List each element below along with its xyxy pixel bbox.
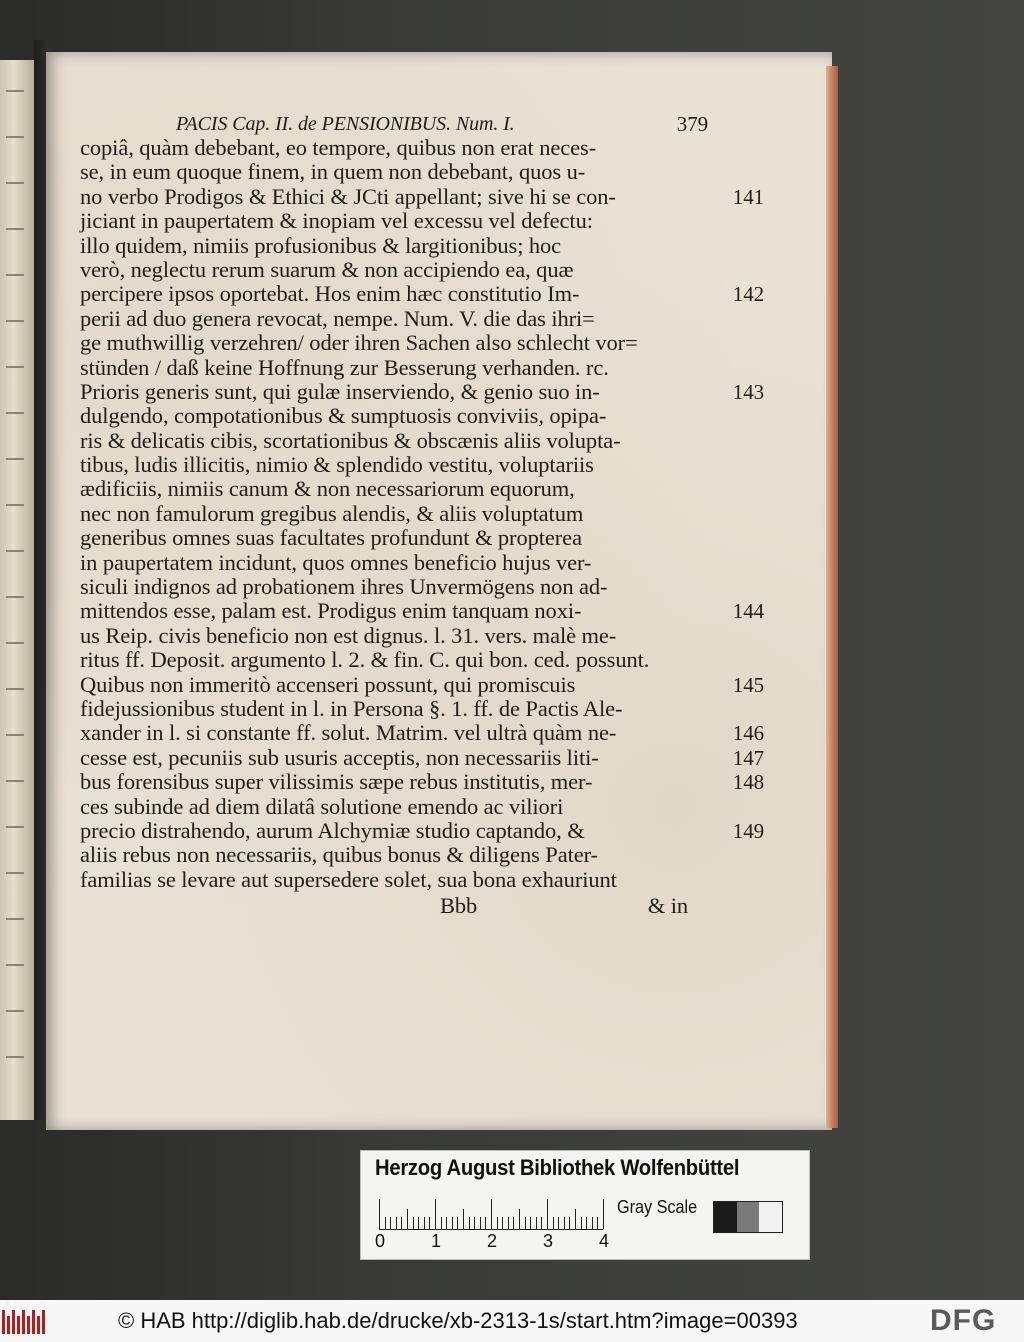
ruler-tick — [553, 1217, 554, 1229]
ruler-tick — [603, 1199, 604, 1229]
text-line — [80, 648, 730, 672]
line-text: percipere ipsos oportebat. Hos enim hæc constitutio Im- — [80, 281, 580, 307]
line-text: verò, neglectu rerum suarum & non accipiendo ea, quæ — [80, 256, 574, 282]
ruler-tick — [407, 1209, 408, 1229]
ruler-tick — [379, 1199, 380, 1229]
line-text: tibus, ludis illicitis, nimio & splendido vestitu, voluptariis — [80, 452, 594, 478]
margin-number: 145 — [732, 672, 764, 697]
color-reference-card — [360, 1150, 810, 1260]
ruler-tick — [401, 1217, 402, 1229]
catchword: & in — [647, 893, 688, 919]
line-text: familias se levare aut supersedere solet, sua bona exhauriunt — [80, 866, 617, 892]
gray-scale-label: Gray Scale — [617, 1197, 698, 1217]
ruler-tick — [530, 1217, 531, 1229]
ruler-tick — [558, 1217, 559, 1229]
line-text: ces subinde ad diem dilatâ solutione emendo ac viliori — [80, 793, 564, 819]
line-text: xander in l. si constante ff. solut. Matrim. vel ultrà quàm ne- — [80, 720, 617, 746]
text-line — [80, 453, 730, 477]
signature-mark: Bbb — [440, 893, 478, 919]
ruler-tick — [452, 1217, 453, 1229]
ruler-tick — [424, 1217, 425, 1229]
line-text: siculi indignos ad probationem ihres Unvermögens non ad- — [80, 574, 608, 600]
edge-strip — [6, 734, 24, 736]
text-line — [80, 234, 730, 258]
line-text: ædificiis, nimiis canum & non necessariorum equorum, — [80, 476, 575, 502]
ruler-tick — [541, 1217, 542, 1229]
page-text — [80, 112, 764, 919]
text-line — [80, 817, 764, 843]
ruler-tick — [575, 1209, 576, 1229]
line-text: aliis rebus non necessariis, quibus bonus & diligens Pater- — [80, 842, 598, 868]
text-line — [80, 575, 730, 599]
line-text: stünden / daß keine Hoffnung zur Besserung verhanden. rc. — [80, 354, 609, 380]
edge-strip — [6, 780, 24, 782]
line-text: dulgendo, compotationibus & sumptuosis conviviis, opipa- — [80, 403, 607, 429]
edge-strip — [6, 504, 24, 506]
gray-swatch — [737, 1202, 760, 1232]
edge-strip — [6, 596, 24, 598]
ruler-tick — [418, 1217, 419, 1229]
ruler-tick — [597, 1217, 598, 1229]
text-line — [80, 502, 730, 526]
edge-strip — [6, 136, 24, 138]
text-line — [80, 331, 730, 355]
edge-strip — [6, 872, 24, 874]
ruler-tick — [491, 1199, 492, 1229]
line-text: bus forensibus super vilissimis sæpe rebus institutis, mer- — [80, 769, 593, 795]
ruler-tick — [385, 1217, 386, 1229]
ruler-tick — [564, 1217, 565, 1229]
text-line — [80, 671, 764, 697]
ruler-tick — [569, 1217, 570, 1229]
ruler-number: 1 — [431, 1231, 442, 1251]
running-title: PACIS Cap. II. de PENSIONIBUS. Num. I. — [176, 113, 515, 135]
line-text: perii ad duo genera revocat, nempe. Num. V. die das ihri= — [80, 305, 595, 331]
ruler-tick — [508, 1217, 509, 1229]
line-text: us Reip. civis beneficio non est dignus. l. 31. vers. malè me- — [80, 622, 617, 648]
ruler-tick — [469, 1217, 470, 1229]
text-line — [80, 624, 730, 648]
ruler-tick — [457, 1217, 458, 1229]
line-text: jiciant in paupertatem & inopiam vel excessu vel defectu: — [80, 208, 593, 234]
ruler-tick — [547, 1199, 548, 1229]
ruler-tick — [463, 1209, 464, 1229]
line-text: mittendos esse, palam est. Prodigus enim tanquam noxi- — [80, 598, 582, 624]
text-line — [80, 209, 730, 233]
line-text: precio distrahendo, aurum Alchymiæ studio captando, & — [80, 817, 585, 843]
edge-strip — [6, 90, 24, 92]
library-name: Herzog August Bibliothek Wolfenbüttel — [375, 1155, 740, 1180]
margin-number: 141 — [732, 184, 764, 209]
ruler-number: 4 — [599, 1231, 610, 1251]
line-text: nec non famulorum gregibus alendis, & aliis voluptatum — [80, 500, 584, 526]
edge-strip — [6, 642, 24, 644]
edge-strip — [6, 458, 24, 460]
ruler-tick — [474, 1217, 475, 1229]
ruler-number: 2 — [487, 1231, 498, 1251]
text-line — [80, 429, 730, 453]
edge-strip — [6, 964, 24, 966]
margin-number: 148 — [732, 770, 764, 795]
edge-strip — [6, 182, 24, 184]
margin-number: 142 — [732, 282, 764, 307]
line-text: in paupertatem incidunt, quos omnes beneficio hujus ver- — [80, 549, 592, 575]
page-footer — [80, 894, 730, 918]
ruler-tick — [502, 1217, 503, 1229]
ruler-tick — [525, 1217, 526, 1229]
page-fore-edge — [826, 66, 838, 1128]
text-line — [80, 136, 730, 160]
line-text: no verbo Prodigos & Ethici & JCti appellant; sive hi se con- — [80, 183, 616, 209]
text-line — [80, 307, 730, 331]
footer-bar — [0, 1300, 1024, 1342]
source-url[interactable]: © HAB http://diglib.hab.de/drucke/xb-2313-1s/start.htm?image=00393 — [118, 1308, 798, 1333]
line-text: copiâ, quàm debebant, eo tempore, quibus non erat neces- — [80, 135, 597, 160]
ruler-tick — [429, 1217, 430, 1229]
text-line — [80, 551, 730, 575]
text-line — [80, 281, 764, 307]
page-number: 379 — [676, 112, 708, 136]
ruler-tick — [441, 1217, 442, 1229]
margin-number: 143 — [732, 379, 764, 404]
line-text: se, in eum quoque finem, in quem non debebant, quos u- — [80, 159, 586, 185]
margin-number: 146 — [732, 721, 764, 746]
text-line — [80, 744, 764, 770]
margin-number: 147 — [732, 745, 764, 770]
ruler-tick — [480, 1217, 481, 1229]
margin-number: 149 — [732, 818, 764, 843]
edge-strip — [6, 274, 24, 276]
running-header — [80, 112, 730, 136]
ruler-number: 3 — [543, 1231, 554, 1251]
edge-strip — [6, 550, 24, 552]
scale-ruler — [379, 1193, 603, 1230]
gray-swatch — [714, 1202, 737, 1232]
gray-scale-swatches — [713, 1201, 783, 1233]
ruler-tick — [390, 1217, 391, 1229]
ruler-tick — [586, 1217, 587, 1229]
line-text: Quibus non immeritò accenseri possunt, qui promiscuis — [80, 671, 576, 697]
ruler-number: 0 — [375, 1231, 386, 1251]
ruler-tick — [446, 1217, 447, 1229]
text-line — [80, 404, 730, 428]
edge-strip — [6, 366, 24, 368]
ruler-tick — [485, 1217, 486, 1229]
edge-strip — [6, 228, 24, 230]
text-line — [80, 769, 764, 795]
line-text: fidejussionibus student in l. in Persona §. 1. ff. de Pactis Ale- — [80, 695, 623, 721]
edge-strip — [6, 688, 24, 690]
dfg-logo: DFG — [930, 1304, 997, 1337]
hab-logo-icon — [2, 1310, 45, 1334]
edge-strip — [6, 826, 24, 828]
edge-strip — [6, 320, 24, 322]
line-text: ge muthwillig verzehren/ oder ihren Sachen also schlecht vor= — [80, 330, 638, 356]
line-text: ritus ff. Deposit. argumento l. 2. & fin. C. qui bon. ced. possunt. — [80, 647, 650, 673]
adjacent-page-edge — [0, 60, 36, 1120]
ruler-tick — [513, 1217, 514, 1229]
edge-strip — [6, 1010, 24, 1012]
edge-strip — [6, 1056, 24, 1058]
text-lines — [80, 135, 764, 892]
line-text: generibus omnes suas facultates profundunt & propterea — [80, 525, 582, 551]
edge-strip — [6, 412, 24, 414]
text-line — [80, 378, 764, 404]
text-line — [80, 868, 730, 892]
ruler-tick — [497, 1217, 498, 1229]
text-line — [80, 720, 764, 746]
text-line — [80, 258, 730, 282]
ruler-tick — [413, 1217, 414, 1229]
text-line — [80, 477, 730, 501]
text-line — [80, 526, 730, 550]
ruler-tick — [435, 1199, 436, 1229]
gray-swatch — [759, 1202, 782, 1232]
ruler-tick — [536, 1217, 537, 1229]
line-text: cesse est, pecuniis sub usuris acceptis, non necessariis liti- — [80, 744, 599, 770]
text-line — [80, 356, 730, 380]
text-line — [80, 160, 730, 184]
ruler-tick — [519, 1209, 520, 1229]
text-line — [80, 183, 764, 209]
ruler-tick — [396, 1217, 397, 1229]
text-line — [80, 697, 730, 721]
ruler-tick — [581, 1217, 582, 1229]
edge-strip — [6, 918, 24, 920]
text-line — [80, 598, 764, 624]
line-text: Prioris generis sunt, qui gulæ inserviendo, & genio suo in- — [80, 378, 600, 404]
line-text: ris & delicatis cibis, scortationibus & obscænis aliis volupta- — [80, 427, 621, 453]
ruler-tick — [592, 1217, 593, 1229]
text-line — [80, 843, 730, 867]
line-text: illo quidem, nimiis profusionibus & largitionibus; hoc — [80, 232, 562, 258]
margin-number: 144 — [732, 599, 764, 624]
text-line — [80, 795, 730, 819]
